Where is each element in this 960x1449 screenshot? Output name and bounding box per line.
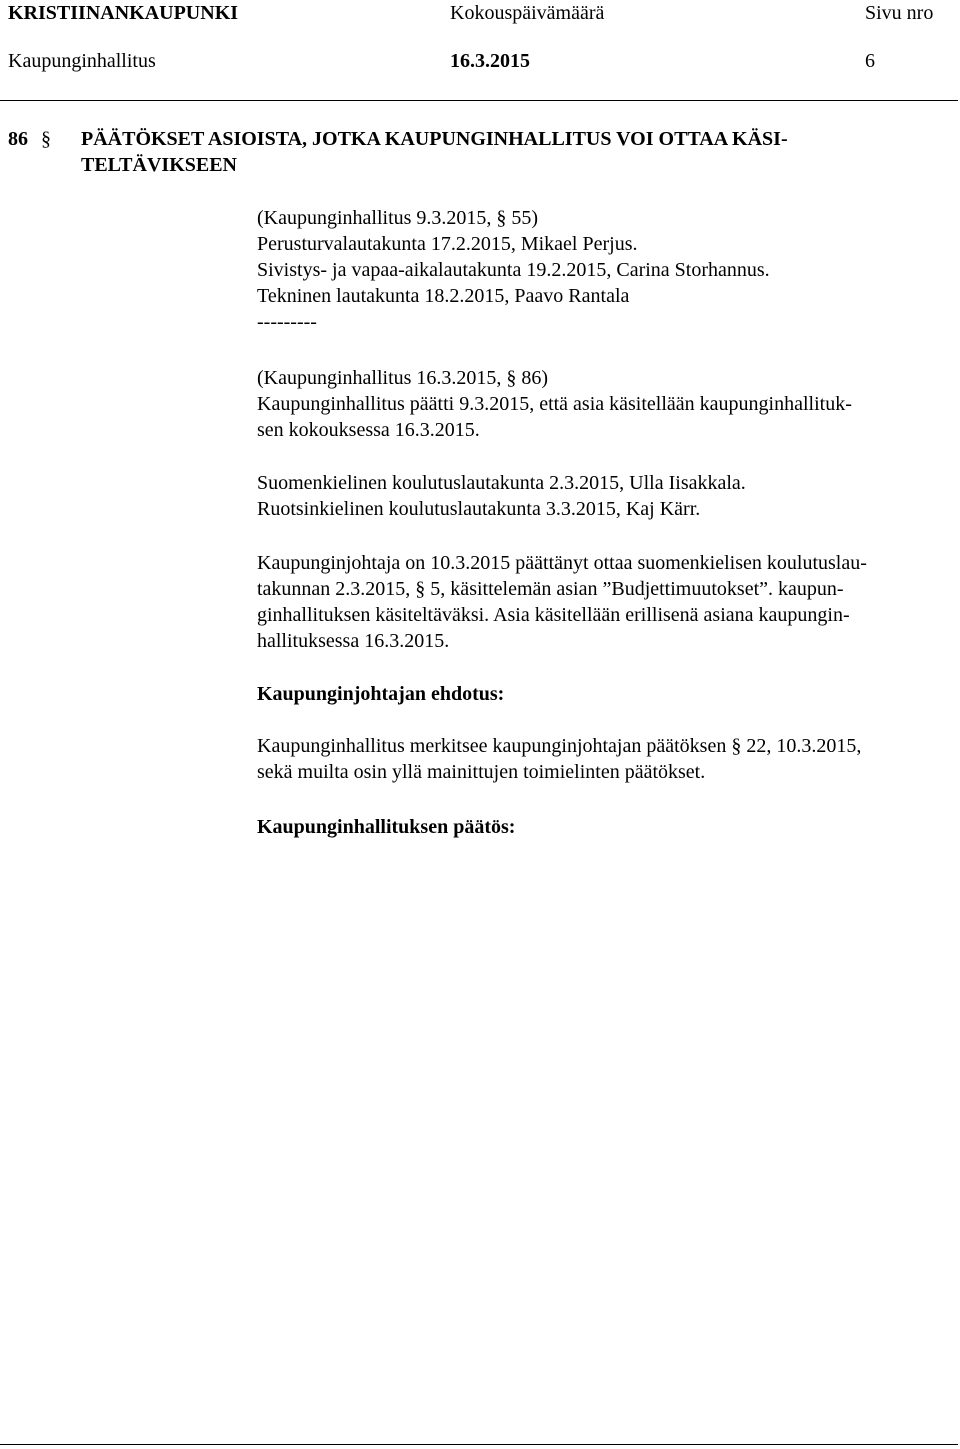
- proposal-paragraph: [257, 733, 955, 785]
- text-line: sekä muilta osin yllä mainittujen toimielinten päätökset.: [257, 761, 706, 783]
- current-handling-paragraph: [257, 365, 955, 443]
- decision-heading: Kaupunginhallituksen päätös:: [257, 816, 516, 838]
- section-title: [81, 126, 951, 178]
- text-line: Perusturvalautakunta 17.2.2015, Mikael Perjus.: [257, 233, 638, 255]
- previous-handling-paragraph: [257, 205, 955, 335]
- text-line: ginhallituksen käsiteltäväksi. Asia käsitellään erillisenä asiana kaupungin-: [257, 604, 850, 626]
- page-number-label: Sivu nro: [865, 2, 934, 24]
- mayor-decision-paragraph: [257, 550, 955, 654]
- committees-paragraph: [257, 470, 955, 522]
- text-line: sen kokouksessa 16.3.2015.: [257, 419, 480, 441]
- text-line: Kaupunginhallitus päätti 9.3.2015, että asia käsitellään kaupunginhallituk-: [257, 393, 852, 415]
- text-line: Tekninen lautakunta 18.2.2015, Paavo Rantala: [257, 285, 630, 307]
- header-divider: [0, 100, 958, 101]
- body-name: Kaupunginhallitus: [8, 50, 156, 72]
- section-title-line: TELTÄVIKSEEN: [81, 154, 237, 176]
- text-line: Kaupunginhallitus merkitsee kaupunginjohtajan päätöksen § 22, 10.3.2015,: [257, 735, 862, 757]
- text-line: hallituksessa 16.3.2015.: [257, 630, 450, 652]
- separator-dashes: ---------: [257, 311, 317, 333]
- text-line: Ruotsinkielinen koulutuslautakunta 3.3.2015, Kaj Kärr.: [257, 498, 701, 520]
- footer-divider: [0, 1444, 958, 1445]
- section-number: 86: [8, 128, 28, 150]
- text-line: takunnan 2.3.2015, § 5, käsittelemän asian ”Budjettimuutokset”. kaupun-: [257, 578, 844, 600]
- page-header: [0, 0, 960, 100]
- proposal-heading: Kaupunginjohtajan ehdotus:: [257, 683, 505, 705]
- organization-name: KRISTIINANKAUPUNKI: [8, 2, 239, 24]
- meeting-date-label: Kokouspäivämäärä: [450, 2, 605, 24]
- section-title-line: PÄÄTÖKSET ASIOISTA, JOTKA KAUPUNGINHALLITUS VOI OTTAA KÄSI-: [81, 128, 788, 150]
- page-number: 6: [865, 50, 875, 72]
- text-line: Kaupunginjohtaja on 10.3.2015 päättänyt ottaa suomenkielisen koulutuslau-: [257, 552, 867, 574]
- text-line: Sivistys- ja vapaa-aikalautakunta 19.2.2015, Carina Storhannus.: [257, 259, 770, 281]
- section-mark: §: [41, 128, 51, 150]
- text-line: (Kaupunginhallitus 9.3.2015, § 55): [257, 207, 539, 229]
- meeting-date: 16.3.2015: [450, 50, 530, 72]
- text-line: (Kaupunginhallitus 16.3.2015, § 86): [257, 367, 549, 389]
- text-line: Suomenkielinen koulutuslautakunta 2.3.2015, Ulla Iisakkala.: [257, 472, 746, 494]
